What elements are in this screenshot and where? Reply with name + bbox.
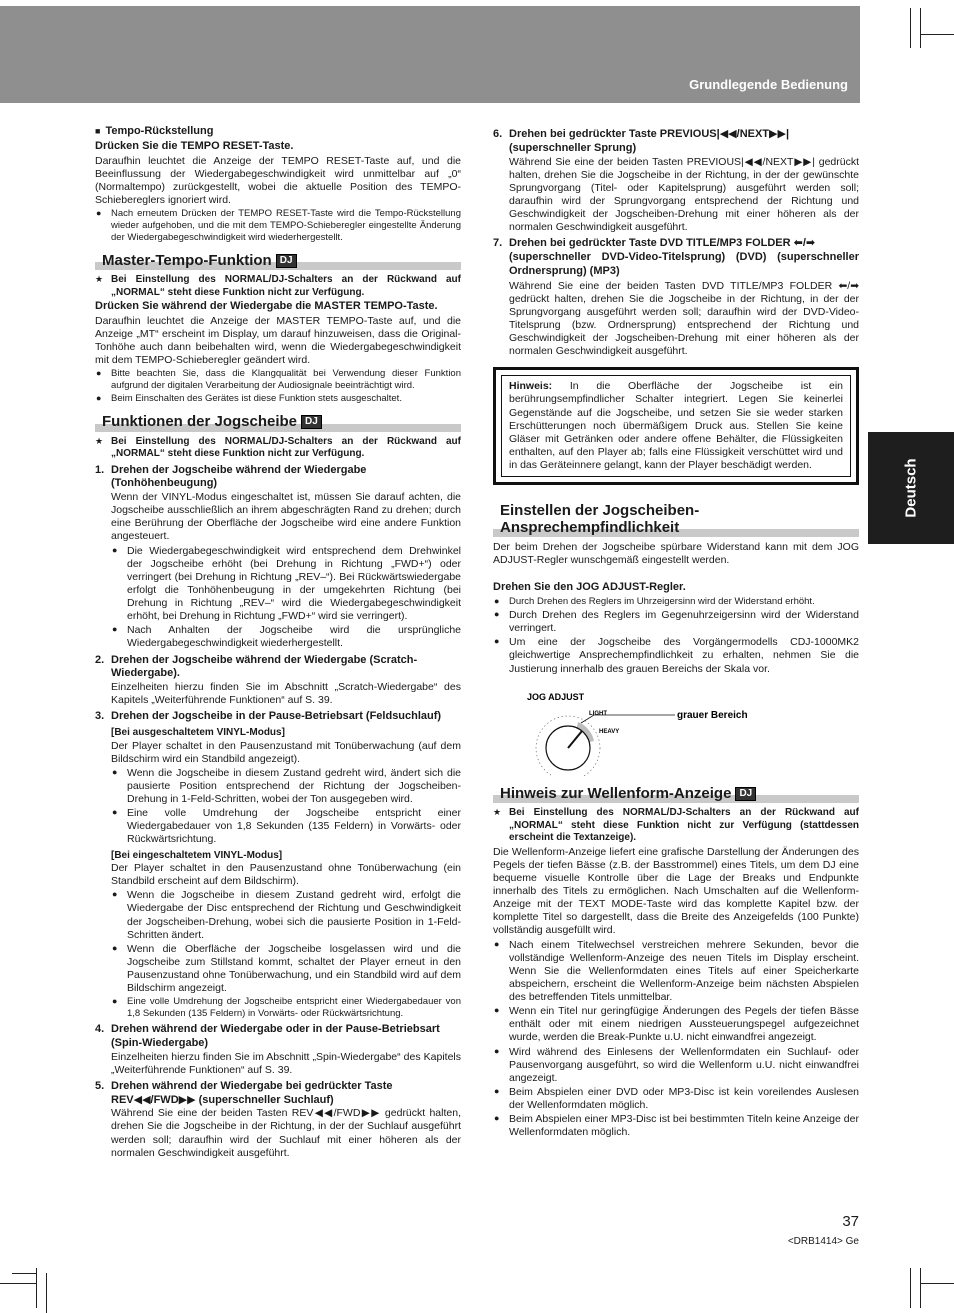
vinyl-off-label: [Bei ausgeschaltetem VINYL-Modus]: [111, 727, 285, 738]
jog-step-1-bullet: ● Nach Anhalten der Jogscheibe wird die ursprüngliche Wiedergabegeschwindigkeit wiederhergestellt.: [95, 624, 461, 650]
document-code: <DRB1414> Ge: [787, 1236, 859, 1247]
waveform-heading: [493, 786, 859, 803]
master-tempo-body: Daraufhin leuchtet die Anzeige der MASTER TEMPO-Taste auf, und die Anzeige „MT“ erscheint im Display, um darauf hinzuweisen, dass die Original-Tonhöhe auch dann beibehalten wird, wenn die Wiedergabegeschwindigkeit mit dem TEMPO-Schieberegler geändert wird.: [95, 314, 461, 367]
hint-label: Hinweis:: [509, 380, 553, 393]
waveform-bullet: ● Beim Abspielen einer MP3-Disc ist bei bestimmten Titeln keine Anzeige der Wellenformdaten möglich.: [493, 1113, 859, 1139]
jog-adjust-fig-title: JOG ADJUST: [527, 691, 585, 702]
crop-mark: [920, 1283, 954, 1284]
sensitivity-bullet: ● Durch Drehen des Reglers im Uhrzeigersinn wird der Widerstand erhöht.: [493, 596, 859, 608]
hint-box-inner: [501, 375, 851, 477]
jog-step-1-title: 1. Drehen der Jogscheibe während der Wiedergabe (Tonhöhenbeugung): [95, 463, 367, 490]
dj-badge-icon: DJ: [276, 254, 297, 268]
jog-step-6-title: 6. Drehen bei gedrückter Taste PREVIOUS|◀◀/NEXT▶▶| (superschneller Sprung): [493, 128, 790, 154]
waveform-bullet: ● Nach einem Titelwechsel verstreichen mehrere Sekunden, bevor die vollständige Wellenform-Anzeige des neuen Titels im Display erscheint. Wenn Sie die Wellenformdaten eines Titels auf einer Speicherkarte abspeichern, erscheint die Wellenform-Anzeige beim nächsten Abspielen des betreffenden Titels unmittelbar.: [493, 939, 859, 1005]
sensitivity-body: Der beim Drehen der Jogscheibe spürbare Widerstand kann mit dem JOG ADJUST-Regler wunschgemäß eingestellt werden.: [493, 541, 859, 567]
page-number: 37: [842, 1213, 859, 1230]
tempo-reset-instruction: Drücken Sie die TEMPO RESET-Taste.: [95, 139, 294, 152]
jog-step-4-title: 4. Drehen während der Wiedergabe oder in der Pause-Betriebsart (Spin-Wiedergabe): [95, 1023, 440, 1049]
jog-functions-heading: [95, 414, 461, 431]
vinyl-on-label: [Bei eingeschaltetem VINYL-Modus]: [111, 849, 283, 861]
waveform-body: Die Wellenform-Anzeige liefert eine grafische Darstellung der Änderungen des Pegels der tiefen Bässe (z.B. der Basstrommel) eines Titels, um dem DJ eine bequeme visuelle Kontrolle über die Lage der Breaks und Endpunkte innerhalb des Titels zu ermöglichen. Nach Umschalten auf die Wellenform-Anzeige mit der TEXT MODE-Taste wird das komplette Kapitel bzw. der komplette Titel so dargestellt, dass die Breite des Anzeigefelds (100 Punkte) vollständig ausgefüllt wird.: [493, 845, 859, 937]
tempo-reset-bullet: ● Nach erneutem Drücken der TEMPO RESET-Taste wird die Tempo-Rückstellung wieder aufgehoben, und die mit dem TEMPO-Schieberegler eingestellte Änderung der Wiedergabegeschwindigkeit wird wiederhergestellt.: [95, 208, 461, 244]
vinyl-on-bullet: ● Wenn die Oberfläche der Jogscheibe losgelassen wird und die Jogscheibe zum Stillstand kommt, schaltet der Player erneut in den Pausenzustand ohne Tonüberwachung, und ein Standbild wird auf dem Bildschirm angezeigt.: [95, 943, 461, 996]
master-tempo-bullet: ● Beim Einschalten des Gerätes ist diese Funktion stets ausgeschaltet.: [95, 393, 461, 405]
crop-mark: [920, 8, 921, 48]
language-tab: [868, 432, 954, 544]
jog-functions-title: Funktionen der Jogscheibe: [102, 413, 298, 430]
jog-adjust-figure: [493, 690, 859, 776]
vinyl-on-bullet: ● Eine volle Umdrehung der Jogscheibe entspricht einer Wiedergabedauer von 1,8 Sekunden (135 Feldern) in Vorwärts- oder Rückwärtsrichtung.: [95, 996, 461, 1020]
jog-step-3-title: 3. Drehen der Jogscheibe in der Pause-Betriebsart (Feldsuchlauf): [95, 710, 442, 723]
tempo-reset-body: Daraufhin leuchtet die Anzeige der TEMPO RESET-Taste auf, und die Beeinflussung der Wiedergabegeschwindigkeit wird unmittelbar auf „0“ (Normaltempo) zurückgestellt, wobei die aktuelle Position des TEMPO-Schiebereglers ignoriert wird.: [95, 154, 461, 206]
sensitivity-bullet: ● Durch Drehen des Reglers im Gegenuhrzeigersinn wird der Widerstand verringert.: [493, 609, 859, 635]
master-tempo-bullet: ● Bitte beachten Sie, dass die Klangqualität bei Verwendung dieser Funktion aufgrund der digitalen Verarbeitung der Audiosignale beeinträchtigt wird.: [95, 368, 461, 392]
jog-step-4-body: Einzelheiten hierzu finden Sie im Abschnitt „Spin-Wiedergabe“ des Kapitels „Weiterführende Funktionen“ auf S. 39.: [111, 1050, 461, 1076]
waveform-note: ★ Bei Einstellung des NORMAL/DJ-Schalters an der Rückwand auf „NORMAL“ steht diese Funktion nicht zur Verfügung (stattdessen erscheint die Textanzeige).: [493, 807, 859, 845]
master-tempo-heading: [95, 253, 461, 270]
jog-step-1-body: Wenn der VINYL-Modus eingeschaltet ist, müssen Sie darauf achten, die Jogscheibe ausschließlich an ihrem abgeschrägten Rand zu drehen; durch eine Berührung der Oberfläche der Jogscheibe wird eine andere Funktion angesteuert.: [111, 491, 461, 543]
waveform-bullet: ● Wird während des Einlesens der Wellenformdaten ein Suchlauf- oder Pausenvorgang ausgeführt, so wird die Wellenform u.U. nicht einwandfrei angezeigt.: [493, 1046, 859, 1085]
grey-area-label: grauer Bereich: [677, 709, 748, 721]
jog-step-2-body: Einzelheiten hierzu finden Sie im Abschnitt „Scratch-Wiedergabe“ des Kapitels „Weiterführende Funktionen“ auf S. 39.: [111, 681, 461, 707]
crop-mark: [910, 1268, 911, 1308]
dial-light-label: LIGHT: [589, 710, 607, 717]
jog-step-7-body: Während Sie eine der beiden Tasten DVD TITLE/MP3 FOLDER ⬅/➡ gedrückt halten, drehen Sie die Jogscheibe in der Richtung, in der der Sprungvorgang ausgeführt werden soll; daraufhin wird der DVD-Video-Titelsprung (bzw. Ordnersprung) entsprechend der Richtung und Geschwindigkeit der Jogscheiben-Drehung mit einer höheren als der normalen Geschwindigkeit ausgeführt.: [509, 279, 859, 358]
jog-step-5-title: 5. Drehen während der Wiedergabe bei gedrückter Taste REV◀◀/FWD▶▶ (superschneller Suchlauf): [95, 1079, 393, 1106]
vinyl-off-body: Der Player schaltet in den Pausenzustand mit Tonüberwachung (auf dem Bildschirm wird ein Standbild angezeigt).: [111, 739, 461, 765]
crop-mark: [910, 8, 911, 48]
crop-mark: [12, 1273, 36, 1274]
hint-body: In die Oberfläche der Jogscheibe ist ein berührungsempfindlicher Schalter integriert. Legen Sie keinerlei Gegenstände auf die Jogscheibe, und setzen Sie sie weder starken Erschütterungen noch übermäßigem Druck aus. Stellen Sie keine Gläser mit Getränken oder andere offene Behälter, die Flüssigkeiten enthalten, auf den Player ab; falls eine Flüssigkeit verschüttet wird und in das Geräteinnere gelangt, kann der Player beschädigt werden.: [509, 380, 843, 471]
dj-badge-icon: DJ: [301, 415, 322, 429]
crop-mark: [920, 34, 954, 35]
jog-step-7-subtitle: (superschneller DVD-Video-Titelsprung) (DVD) (superschneller Ordnersprung) (MP3): [509, 251, 859, 277]
master-tempo-title: Master-Tempo-Funktion: [102, 251, 272, 269]
waveform-bullet: ● Beim Abspielen einer DVD oder MP3-Disc ist kein voreilendes Auslesen der Wellenformdaten möglich.: [493, 1086, 859, 1112]
dial-heavy-label: HEAVY: [599, 728, 620, 735]
vinyl-off-bullet: ● Wenn die Jogscheibe in diesem Zustand gedreht wird, ändert sich die pausierte Position entsprechend der Richtung der Jogscheiben-Drehung in 1-Feld-Schritten, wobei der Ton ausgegeben wird.: [95, 767, 461, 806]
crop-mark: [46, 1273, 47, 1313]
jog-step-7-title: 7. Drehen bei gedrückter Taste DVD TITLE/MP3 FOLDER ⬅/➡: [493, 237, 816, 250]
vinyl-on-bullet: ● Wenn die Jogscheibe in diesem Zustand gedreht wird, erfolgt die Wiedergabe der Disc entsprechend der Richtung und Geschwindigkeit der Jogscheiben-Drehung, wobei sich die pausierte Position in 1-Feld-Schritten ändert.: [95, 889, 461, 942]
waveform-bullet: ● Wenn ein Titel nur geringfügige Änderungen des Pegels der tiefen Bässe enthält oder mit einem niedrigen Aussteuerungspegel aufgezeichnet wurde, werden die Break-Punkte u.U. nicht einwandfrei angezeigt.: [493, 1005, 859, 1044]
header-band: [0, 6, 860, 103]
master-tempo-instruction: Drücken Sie während der Wiedergabe die MASTER TEMPO-Taste.: [95, 300, 438, 313]
crop-mark: [0, 1283, 36, 1284]
vinyl-on-body: Der Player schaltet in den Pausenzustand ohne Tonüberwachung (ein Standbild erscheint auf dem Bildschirm).: [111, 862, 461, 888]
tempo-reset-title: ■ Tempo-Rückstellung: [95, 125, 461, 139]
dj-badge-icon: DJ: [735, 787, 756, 801]
vinyl-off-bullet: ● Eine volle Umdrehung der Jogscheibe entspricht einer Wiedergabedauer von 1,8 Sekunden (135 Feldern) in Vorwärts- oder Rückwärtsrichtung.: [95, 807, 461, 846]
left-column: [95, 125, 461, 1161]
sensitivity-instruction: Drehen Sie den JOG ADJUST-Regler.: [493, 581, 686, 594]
jog-functions-note: ★ Bei Einstellung des NORMAL/DJ-Schalters an der Rückwand auf „NORMAL“ steht diese Funktion nicht zur Verfügung.: [95, 436, 461, 461]
crop-mark: [920, 1268, 921, 1308]
master-tempo-note: ★ Bei Einstellung des NORMAL/DJ-Schalters an der Rückwand auf „NORMAL“ steht diese Funktion nicht zur Verfügung.: [95, 274, 461, 299]
jog-step-2-title: 2. Drehen der Jogscheibe während der Wiedergabe (Scratch-Wiedergabe).: [95, 653, 418, 680]
jog-step-6-body: Während Sie eine der beiden Tasten PREVIOUS|◀◀/NEXT▶▶| gedrückt halten, drehen Sie die Jogscheibe in der Richtung, in der der gewünschte Sprungvorgang (Titel- oder Kapitelsprung) ausgeführt werden soll; daraufhin wird der Sprungvorgang entsprechend der Richtung und Geschwindigkeit der Jogscheiben-Drehung mit einer höheren als der normalen Geschwindigkeit ausgeführt.: [509, 155, 859, 234]
crop-mark: [36, 1268, 37, 1308]
right-column: [493, 125, 859, 1140]
jog-step-1-bullet: ● Die Wiedergabegeschwindigkeit wird entsprechend dem Drehwinkel der Jogscheibe erhöht (bei Drehung in Richtung „FWD+“) oder verringert (bei Drehung in Richtung „REV–“). Bei Rückwärtswiedergabe erfolgt die Tonhöhenbeugung in der umgekehrten Richtung (bei Drehung in Richtung „REV–“ wird die Wiedergabegeschwindigkeit erhöht, bei Drehung in Richtung „FWD+“ wird sie verringert).: [95, 545, 461, 624]
hint-box: [493, 367, 859, 485]
jog-step-5-body: Während Sie eine der beiden Tasten REV◀◀/FWD▶▶ gedrückt halten, drehen Sie die Jogscheibe in der Richtung, in der der Suchlauf ausgeführt werden soll; daraufhin wird der Suchlauf mit einer höheren als der normalen Geschwindigkeit ausgeführt.: [111, 1107, 461, 1159]
jog-adjust-dial-icon: [493, 690, 859, 776]
sensitivity-heading: [493, 503, 859, 536]
sensitivity-title: Einstellen der Jogscheiben-Ansprechempfindlichkeit: [500, 502, 700, 536]
language-tab-label: Deutsch: [902, 458, 920, 518]
sensitivity-bullet: ● Um eine der Jogscheibe des Vorgängermodells CDJ-1000MK2 gleichwertige Ansprechempfindlichkeit zu erhalten, nehmen Sie die Justierung innerhalb des grauen Bereichs der Skala vor.: [493, 636, 859, 675]
section-label: Grundlegende Bedienung: [689, 77, 848, 92]
waveform-title: Hinweis zur Wellenform-Anzeige: [500, 784, 732, 802]
